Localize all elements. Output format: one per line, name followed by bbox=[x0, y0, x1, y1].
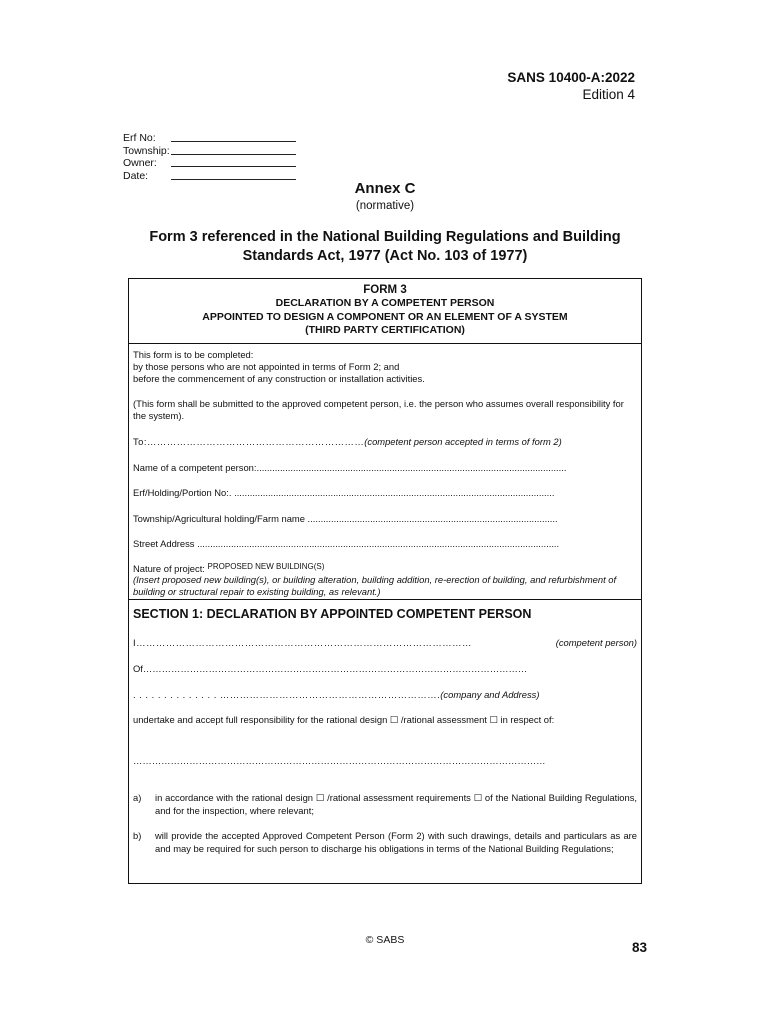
form-heading bbox=[129, 279, 641, 344]
i-note: (competent person) bbox=[555, 637, 637, 648]
form-number: FORM 3 bbox=[363, 284, 407, 296]
meta-row-erf bbox=[123, 132, 296, 145]
erf-holding-field[interactable]: Erf/Holding/Portion No:. ........................................................................................................................... bbox=[133, 487, 555, 498]
form-heading-line: DECLARATION BY A COMPETENT PERSON bbox=[275, 297, 495, 309]
intro-line: before the commencement of any construction or installation activities. bbox=[133, 373, 425, 384]
meta-row-owner bbox=[123, 157, 296, 170]
item-text: in accordance with the rational design ☐ /rational assessment requirements ☐ of the National Building Regulations, and for the inspection, where relevant; bbox=[155, 792, 637, 816]
township-farm-field[interactable]: Township/Agricultural holding/Farm name ................................................................................................ bbox=[133, 513, 558, 524]
list-item bbox=[133, 829, 637, 855]
list-item bbox=[133, 791, 637, 817]
meta-label: Erf No: bbox=[123, 132, 156, 144]
intro-block bbox=[133, 349, 637, 385]
item-marker: a) bbox=[133, 792, 142, 803]
form-heading-line: (THIRD PARTY CERTIFICATION) bbox=[305, 324, 465, 336]
erf-field[interactable] bbox=[171, 132, 296, 142]
submit-note: (This form shall be submitted to the approved competent person, i.e. the person who assumes overall responsibility for the system). bbox=[133, 398, 624, 421]
company-line: . . . . . . . . . . . . . . …………………………………………………………. bbox=[133, 689, 441, 700]
intro-line: This form is to be completed: bbox=[133, 349, 254, 360]
date-field[interactable] bbox=[171, 170, 296, 180]
meta-label: Date: bbox=[123, 169, 149, 182]
company-address-field[interactable] bbox=[133, 689, 637, 701]
company-note: (company and Address) bbox=[440, 689, 540, 700]
item-marker: b) bbox=[133, 830, 142, 841]
township-field[interactable] bbox=[171, 145, 296, 155]
meta-label: Township: bbox=[123, 144, 170, 157]
to-line[interactable] bbox=[133, 436, 637, 448]
i-line: I………………………………………………………………………………………… bbox=[133, 637, 472, 648]
item-text: will provide the accepted Approved Competent Person (Form 2) with such drawings, details and particulars as are and may be required for such person to discharge his obligations in terms of the National Building Regulations; bbox=[155, 830, 637, 854]
meta-label: Owner: bbox=[123, 157, 157, 169]
undertake-text: undertake and accept full responsibility for the rational design ☐ /rational assessment ☐ in respect of: bbox=[133, 714, 555, 725]
to-note: (competent person accepted in terms of form 2) bbox=[364, 436, 562, 447]
form-3-box bbox=[128, 278, 642, 884]
section-divider bbox=[129, 599, 641, 600]
annex-subtitle: (normative) bbox=[355, 200, 415, 212]
meta-row-township bbox=[123, 145, 296, 158]
competent-person-field[interactable] bbox=[133, 637, 637, 649]
standard-edition: Edition 4 bbox=[582, 87, 635, 102]
competent-person-name-field[interactable]: Name of a competent person:....................................................................................................................... bbox=[133, 462, 567, 473]
intro-line: by those persons who are not appointed in terms of Form 2; and bbox=[133, 361, 400, 372]
of-field[interactable]: Of…………………………………………………………………………………………………………… bbox=[133, 663, 528, 674]
project-label: Nature of project: bbox=[133, 563, 205, 574]
standard-header bbox=[507, 69, 635, 103]
section-1-title: SECTION 1: DECLARATION BY APPOINTED COMPETENT PERSON bbox=[133, 607, 532, 621]
copyright: © SABS bbox=[365, 934, 405, 946]
in-respect-of-field[interactable]: …………………………………………………………………………………………………………………… bbox=[133, 755, 546, 766]
standard-code: SANS 10400-A:2022 bbox=[507, 70, 635, 85]
form-reference-title: Form 3 referenced in the National Building Regulations and Building Standards Act, 1977 (Act No. 103 of 1977) bbox=[149, 229, 621, 264]
street-address-field[interactable]: Street Address ........................................................................................................................................... bbox=[133, 538, 560, 549]
form-heading-line: APPOINTED TO DESIGN A COMPONENT OR AN ELEMENT OF A SYSTEM bbox=[202, 310, 568, 323]
to-label: To:………………………………………………………… bbox=[133, 436, 365, 447]
page-number: 83 bbox=[631, 940, 647, 955]
project-line[interactable] bbox=[133, 561, 637, 575]
project-note: (Insert proposed new building(s), or building alteration, building addition, re-erection of building, and refurbishment of building or structural repair to existing building, as relevant.) bbox=[133, 574, 617, 597]
property-meta bbox=[123, 132, 296, 182]
owner-field[interactable] bbox=[171, 157, 296, 167]
project-value: PROPOSED NEW BUILDING(S) bbox=[207, 562, 325, 571]
annex-title: Annex C bbox=[354, 180, 416, 197]
